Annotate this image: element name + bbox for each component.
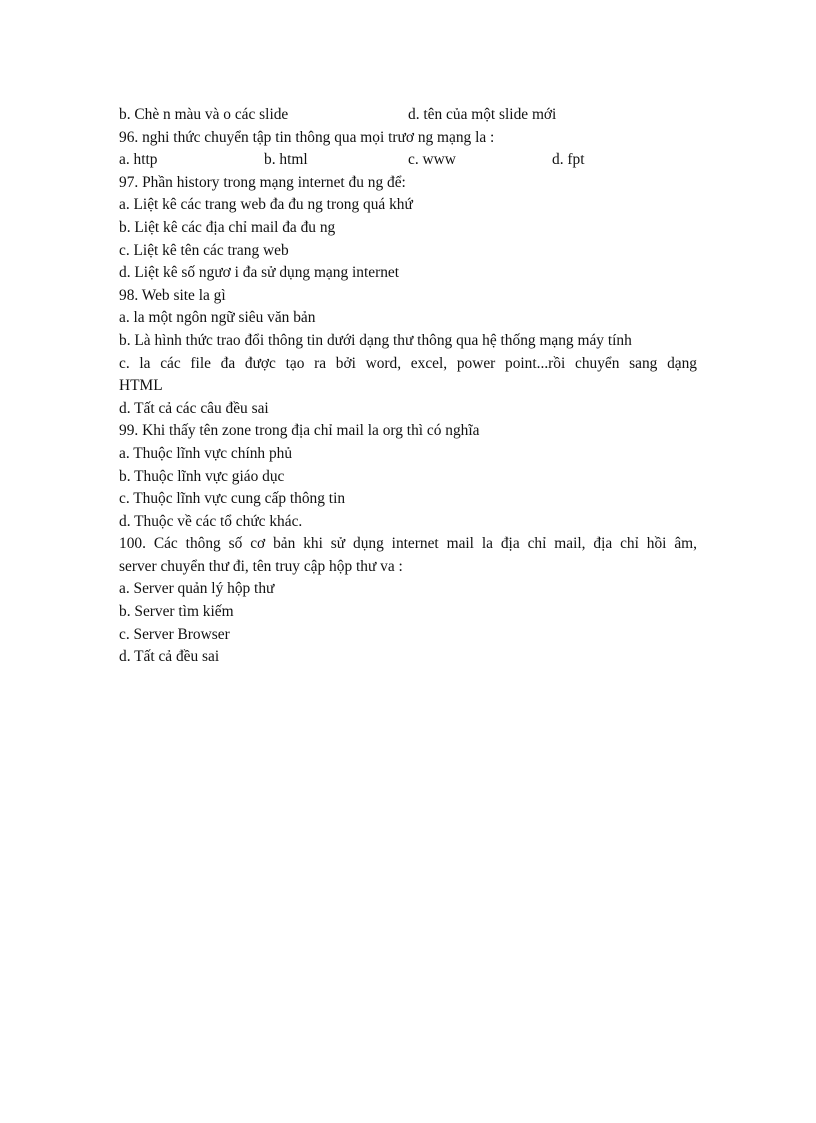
q98-option-d: d. Tất cả các câu đều sai [119,399,269,417]
q100-question-line2: server chuyển thư đi, tên truy cập hộp thư va : [119,557,403,575]
q99-option-d: d. Thuộc về các tổ chức khác. [119,512,303,530]
q98-option-c-line2: HTML [119,377,163,395]
document-body [119,104,697,669]
q97-option-a: a. Liệt kê các trang web đa đu ng trong quá khứ [119,196,413,214]
q98-option-c-line1: c. la các file đa được tạo ra bởi word, excel, power point...rồi chuyển sang dạng [119,354,697,372]
q96-option-a: a. http [119,151,158,169]
q96-question: 96. nghi thức chuyển tập tin thông qua mọi trươ ng mạng la : [119,128,495,146]
q97-option-d: d. Liệt kê số ngươ i đa sử dụng mạng internet [119,264,399,282]
q96-option-c: c. www [408,151,456,169]
q97-option-b: b. Liệt kê các địa chỉ mail đa đu ng [119,218,336,236]
q100-question-line1: 100. Các thông số cơ bản khi sử dụng internet mail la địa chỉ mail, địa chỉ hồi âm, [119,535,697,553]
q100-option-a: a. Server quản lý hộp thư [119,580,275,598]
q95-options-row [119,104,697,127]
q98-option-a: a. la một ngôn ngữ siêu văn bản [119,309,316,327]
q96-options-row [119,149,697,172]
q95-option-d: d. tên của một slide mới [408,106,557,123]
q96-option-d: d. fpt [552,151,585,169]
q98-option-b: b. Là hình thức trao đổi thông tin dưới dạng thư thông qua hệ thống mạng máy tính [119,331,632,349]
q97-option-c: c. Liệt kê tên các trang web [119,241,289,259]
q99-option-a: a. Thuộc lĩnh vực chính phủ [119,444,293,462]
q99-option-b: b. Thuộc lĩnh vực giáo dục [119,467,285,485]
q100-option-c: c. Server Browser [119,625,230,643]
q99-option-c: c. Thuộc lĩnh vực cung cấp thông tin [119,490,346,508]
q100-option-d: d. Tất cả đều sai [119,648,220,666]
q98-question: 98. Web site la gì [119,286,226,304]
q97-question: 97. Phần history trong mạng internet đu ng để: [119,173,406,191]
q100-option-b: b. Server tìm kiếm [119,603,234,621]
q99-question: 99. Khi thấy tên zone trong địa chỉ mail la org thì có nghĩa [119,422,480,440]
q95-option-b: b. Chè n màu và o các slide [119,106,289,123]
q96-option-b: b. html [264,151,308,169]
